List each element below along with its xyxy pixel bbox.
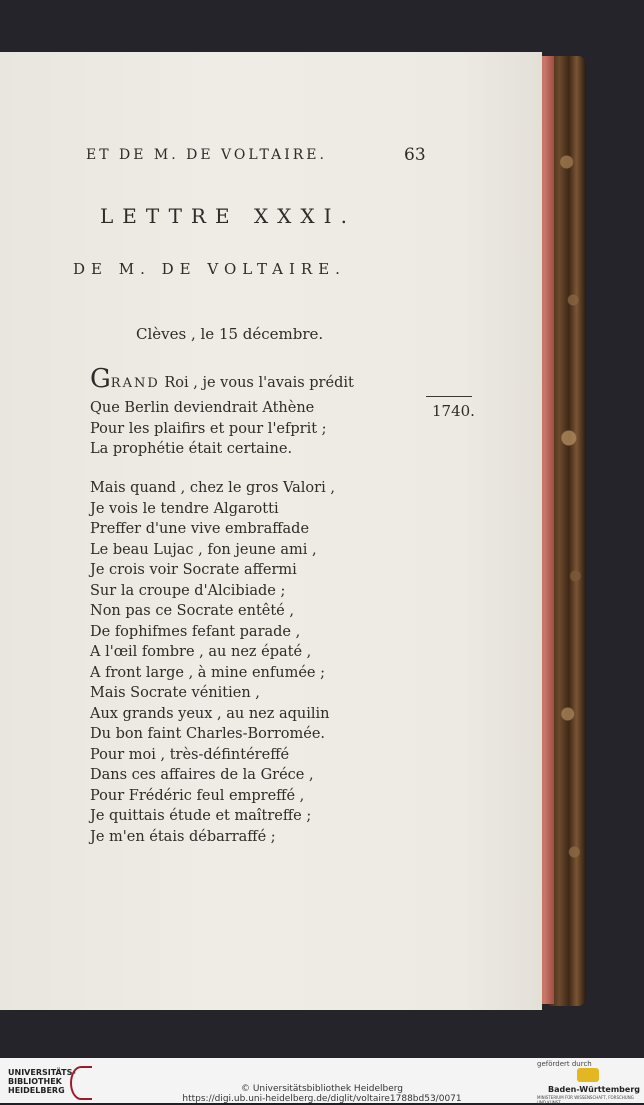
verse-line: Aux grands yeux , au nez aquilin <box>90 705 330 722</box>
verse-line: A l'œil fombre , au nez épaté , <box>90 644 312 660</box>
verse-line: Je vois le tendre Algarotti <box>90 500 279 517</box>
sponsor-subtitle: MINISTERIUM FÜR WISSENSCHAFT, FORSCHUNG UND KUNST <box>537 1095 634 1105</box>
bw-emblem-icon[interactable] <box>577 1068 599 1082</box>
verse-line: Pour les plaifirs et pour l'efprit ; <box>90 420 327 437</box>
viewer-footer <box>0 1058 644 1103</box>
margin-rule <box>426 396 472 397</box>
verse-line: Pour moi , très-défintéreffé <box>90 746 290 763</box>
sponsor-name[interactable]: Baden-Württemberg <box>548 1085 641 1094</box>
page-number: 63 <box>404 145 426 165</box>
verse-line: Pour Frédéric feul empreffé , <box>90 787 305 804</box>
verse-line: Non pas ce Socrate entêté , <box>90 603 294 619</box>
verse-line-first-rest: Roi , je vous l'avais prédit <box>159 375 354 391</box>
verse-line: Mais Socrate vénitien , <box>90 685 260 701</box>
library-logo-text[interactable]: UNIVERSITÄTS- BIBLIOTHEK HEIDELBERG <box>8 1068 76 1095</box>
binding-texture <box>560 70 582 990</box>
verse-line: Du bon faint Charles-Borromée. <box>90 726 326 742</box>
verse-line: Que Berlin deviendrait Athène <box>90 400 315 416</box>
verse-line: Je m'en étais débarraffé ; <box>90 828 276 845</box>
funded-by-label: gefördert durch <box>537 1060 592 1068</box>
verse-line: Preffer d'une vive embraffade <box>90 521 310 537</box>
letter-subtitle: DE M. DE VOLTAIRE. <box>73 260 346 278</box>
verse-line: Je crois voir Socrate affermi <box>90 562 297 578</box>
letter-title: LETTRE XXXI. <box>100 204 356 228</box>
dateline: Clèves , le 15 décembre. <box>136 325 324 343</box>
drop-cap: G <box>90 364 111 394</box>
permalink-url[interactable]: https://digi.ub.uni-heidelberg.de/diglit/voltaire1788bd53/0071 <box>182 1094 462 1104</box>
small-caps-word: RAND <box>110 376 160 391</box>
verse-line: A front large , à mine enfumée ; <box>90 664 325 681</box>
verse-line: Je quittais étude et maîtreffe ; <box>90 808 312 824</box>
verse-line: Dans ces affaires de la Gréce , <box>90 767 314 783</box>
verse-line: De fophifmes fefant parade , <box>90 623 301 640</box>
copyright-notice: © Universitätsbibliothek Heidelberg <box>240 1084 403 1094</box>
verse-line: La prophétie était certaine. <box>90 441 293 457</box>
verse-line-first <box>90 366 354 392</box>
verse-line: Le beau Lujac , fon jeune ami , <box>90 541 317 558</box>
running-head: ET DE M. DE VOLTAIRE. <box>86 147 327 163</box>
margin-year: 1740. <box>432 402 475 420</box>
verse-line: Sur la croupe d'Alcibiade ; <box>90 582 286 599</box>
verse-line: Mais quand , chez le gros Valori , <box>90 480 335 496</box>
